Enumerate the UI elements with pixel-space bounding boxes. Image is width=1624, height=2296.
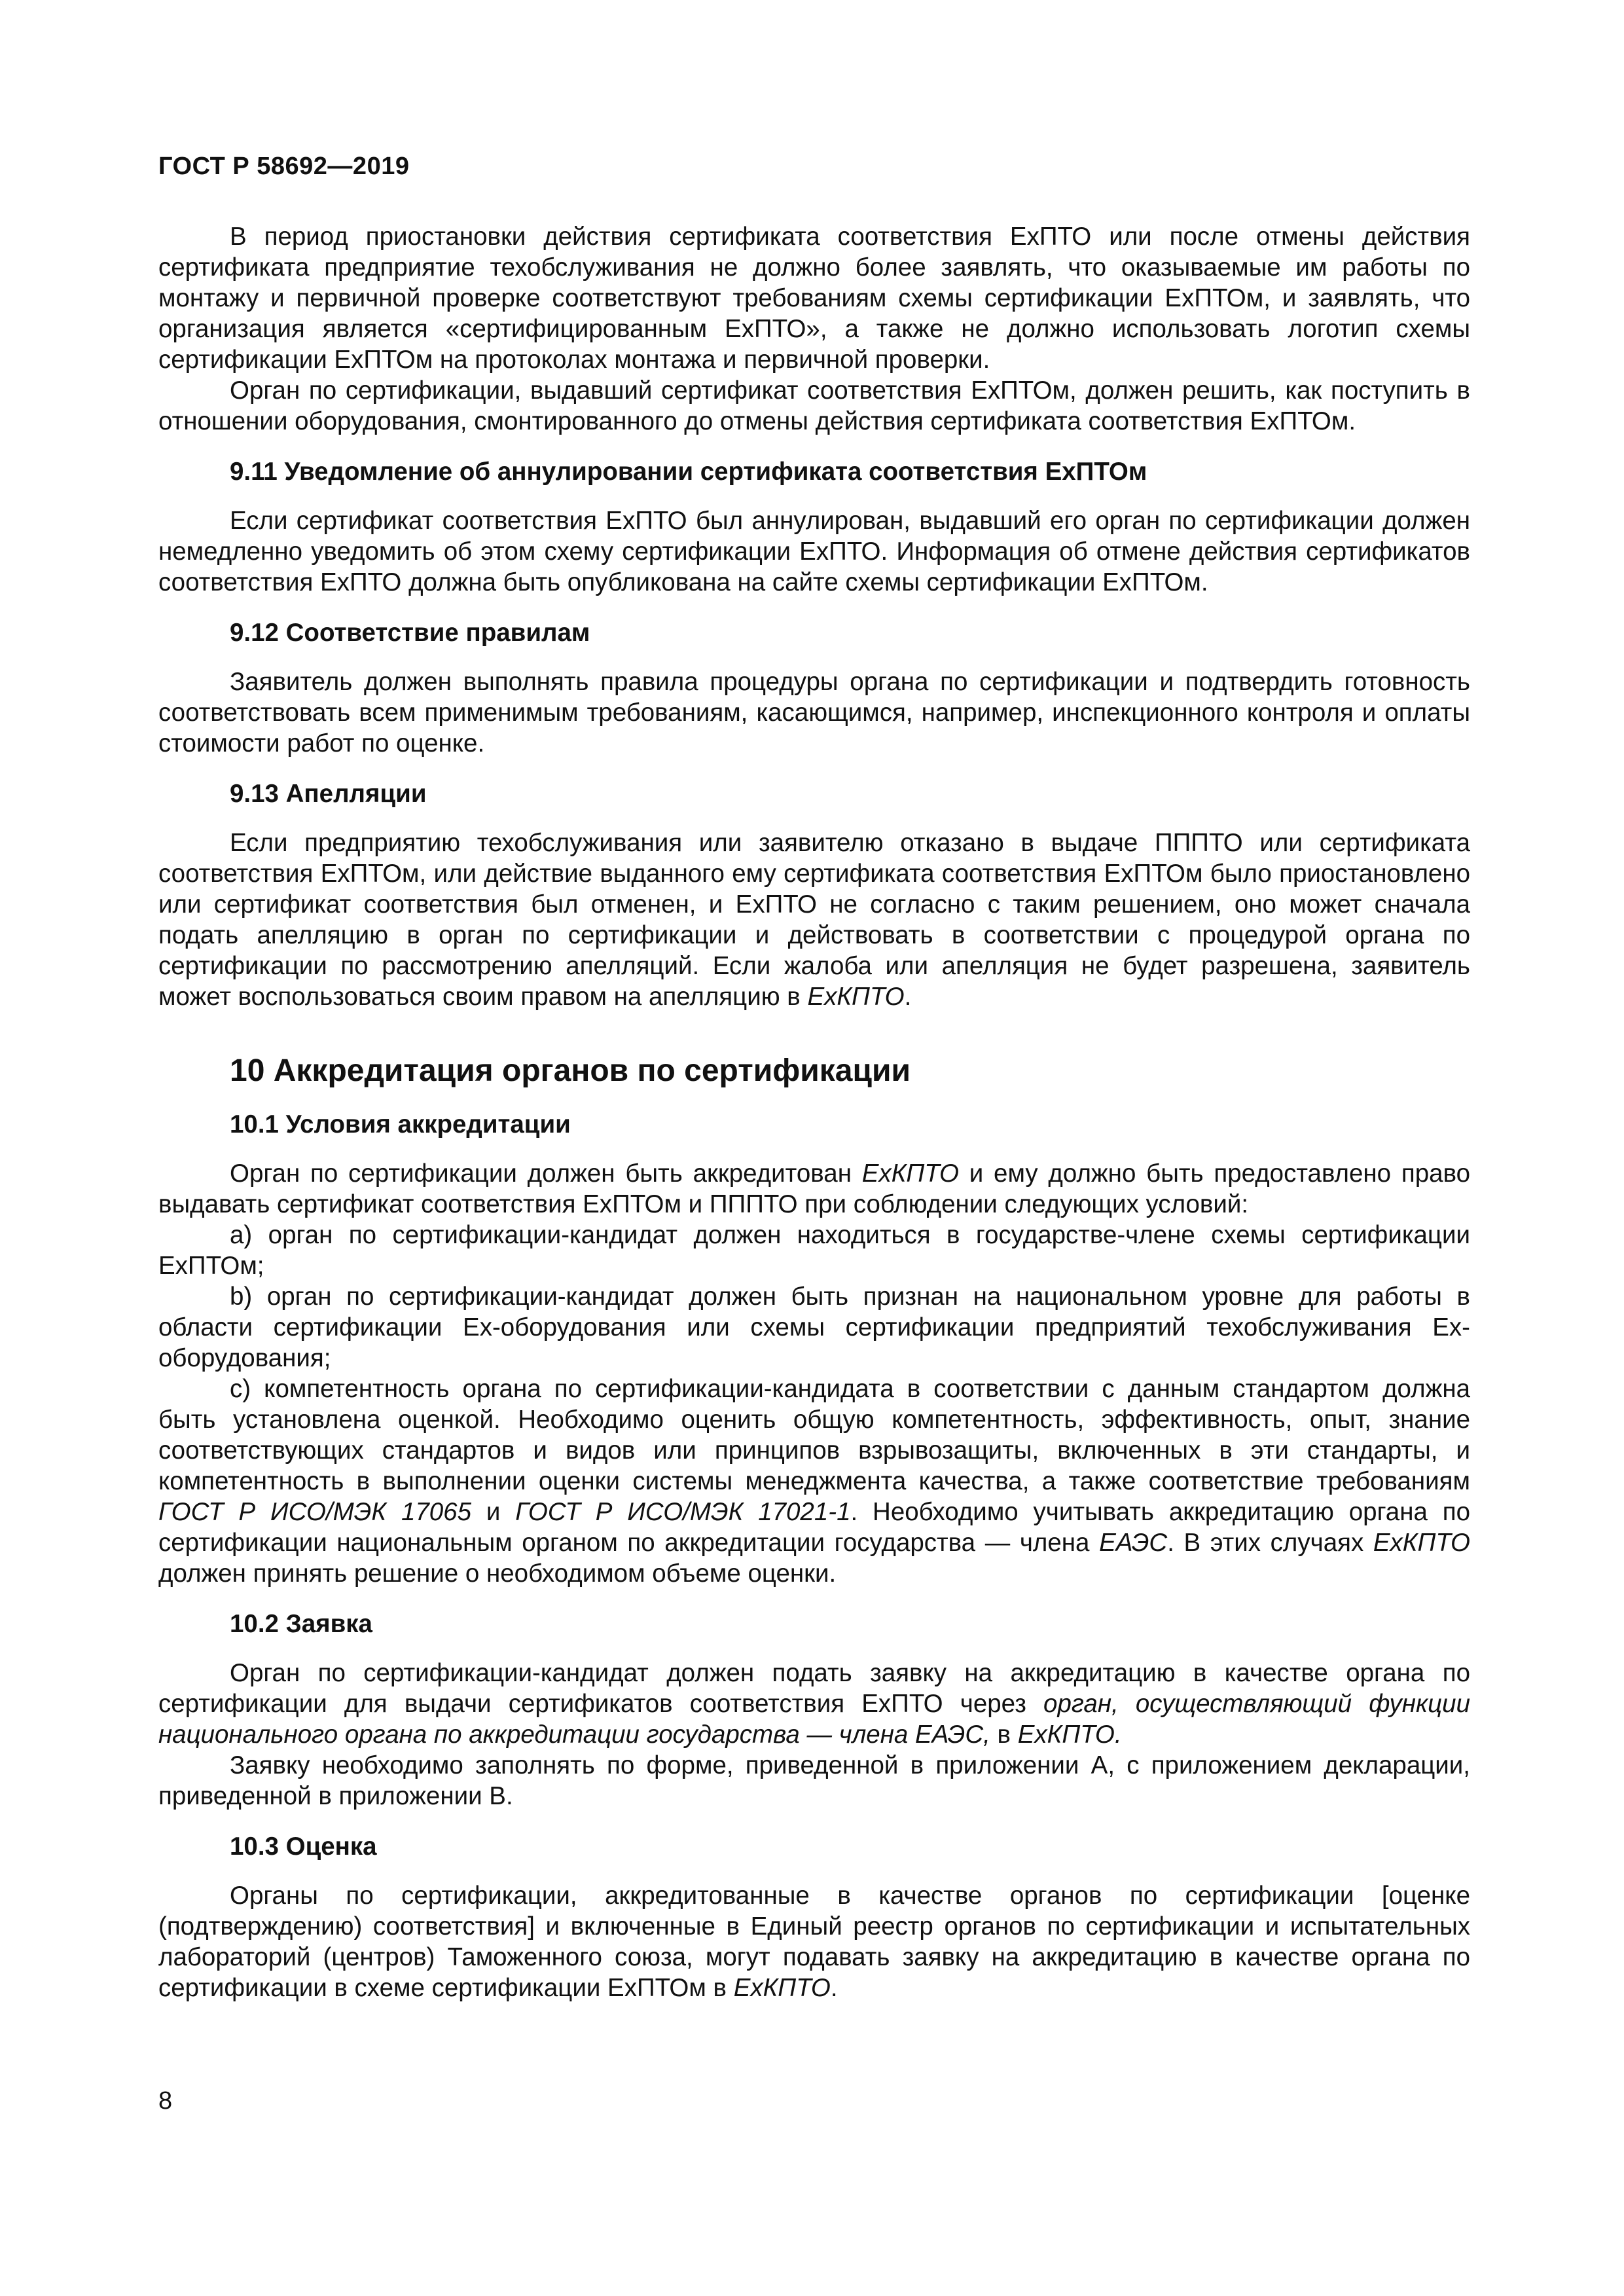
list-item: b) орган по сертификации-кандидат должен быть признан на национальном уровне для работы в области сертификации Ex-оборудования или схемы сертификации предприятий техобслуживания Ex-оборудования; <box>158 1283 1470 1372</box>
list-item: a) орган по сертификации-кандидат должен находиться в государстве-члене схемы сертификации ExПТОм; <box>158 1221 1470 1280</box>
chapter-heading-10: 10 Аккредитация органов по сертификации <box>230 1053 911 1088</box>
text-run: . <box>904 983 912 1011</box>
text-run: c) компетентность органа по сертификации-кандидата в соответствии с данным стандартом должна быть установлена оценкой. Необходимо оценить общую компетентность, эффективность, опыт, знание соответствующих стандартов и видов или принципов взрывозащиты, включенных в эти стандарты, и компетентность в выполнении оценки системы менеджмента качества, а также соответствие требованиям <box>158 1375 1470 1495</box>
text-run: Органы по сертификации, аккредитованные в качестве органов по сертификации [оценке (подтверждению) соответствия] и включенные в Единый реестр органов по сертификации и испытательных лабораторий (центров) Таможенного союза, могут подавать заявку на аккредитацию в качестве органа по сертификации в схеме сертификации ExПТОм в <box>158 1882 1470 2002</box>
document-body <box>158 221 1470 2003</box>
italic-term: орган, осуществляющий функции национального органа по аккредитации государства — члена ЕАЭС, <box>158 1690 1470 1749</box>
section-heading-9-12: 9.12 Соответствие правилам <box>230 619 590 647</box>
paragraph: Заявку необходимо заполнять по форме, приведенной в приложении А, с приложением декларации, приведенной в приложении В. <box>158 1751 1470 1810</box>
text-run: Орган по сертификации должен быть аккредитован <box>230 1159 862 1188</box>
section-heading-10-2: 10.2 Заявка <box>230 1610 372 1638</box>
italic-term: ГОСТ Р ИСО/МЭК 17021-1 <box>515 1498 851 1526</box>
paragraph: Заявитель должен выполнять правила процедуры органа по сертификации и подтвердить готовность соответствовать всем применимым требованиям, касающимся, например, инспекционного контроля и оплаты стоимости работ по оценке. <box>158 668 1470 757</box>
paragraph <box>158 1158 1470 1220</box>
text-run: . В этих случаях <box>1167 1529 1373 1557</box>
italic-term: ExКПТО <box>1373 1529 1470 1557</box>
italic-term: ExКПТО <box>807 983 905 1011</box>
italic-term: ГОСТ Р ИСО/МЭК 17065 <box>158 1498 472 1526</box>
paragraph: Если сертификат соответствия ExПТО был аннулирован, выдавший его орган по сертификации должен немедленно уведомить об этом схему сертификации ExПТО. Информация об отмене действия сертификатов соответствия ExПТО должна быть опубликована на сайте схемы сертификации ExПТОм. <box>158 507 1470 596</box>
paragraph: В период приостановки действия сертификата соответствия ExПТО или после отмены действия сертификата предприятие техобслуживания не должно более заявлять, что оказываемые им работы по монтажу и первичной проверке соответствуют требованиям схемы сертификации ExПТОм, и заявлять, что организация является «сертифицированным ExПТО», а также не должно использовать логотип схемы сертификации ExПТОм на протоколах монтажа и первичной проверки. <box>158 223 1470 374</box>
text-run: . Необходимо учитывать аккредитацию органа по сертификации национальным органом по аккредитации государства — члена <box>158 1498 1470 1557</box>
list-item <box>158 1374 1470 1589</box>
section-heading-10-1: 10.1 Условия аккредитации <box>230 1110 571 1139</box>
paragraph <box>158 1658 1470 1750</box>
document-code-header: ГОСТ Р 58692—2019 <box>158 153 410 180</box>
italic-term: ExКПТО. <box>1017 1721 1122 1749</box>
section-heading-9-13: 9.13 Апелляции <box>230 780 427 808</box>
text-run: Орган по сертификации-кандидат должен подать заявку на аккредитацию в качестве органа по сертификации для выдачи сертификатов соответствия ExПТО через <box>158 1659 1470 1718</box>
page-number: 8 <box>158 2087 173 2115</box>
text-run: в <box>990 1721 1018 1749</box>
text-run: и <box>471 1498 516 1526</box>
text-run: . <box>830 1974 838 2002</box>
italic-term: ЕАЭС <box>1099 1529 1168 1557</box>
paragraph <box>158 828 1470 1012</box>
italic-term: ExКПТО <box>861 1159 959 1188</box>
section-heading-10-3: 10.3 Оценка <box>230 1832 377 1861</box>
text-run: должен принять решение о необходимом объеме оценки. <box>158 1559 837 1588</box>
italic-term: ExКПТО <box>733 1974 831 2002</box>
paragraph <box>158 1880 1470 2003</box>
text-run: Если предприятию техобслуживания или заявителю отказано в выдаче ПППТО или сертификата соответствия ExПТОм, или действие выданного ему сертификата соответствия ExПТОм было приостановлено или сертификат соответствия был отменен, и ExПТО не согласно с таким решением, оно может сначала подать апелляцию в орган по сертификации и действовать в соответствии с процедурой органа по сертификации по рассмотрению апелляций. Если жалоба или апелляция не будет разрешена, заявитель может воспользоваться своим правом на апелляцию в <box>158 829 1470 1011</box>
paragraph: Орган по сертификации, выдавший сертификат соответствия ExПТОм, должен решить, как поступить в отношении оборудования, смонтированного до отмены действия сертификата соответствия ExПТОм. <box>158 376 1470 435</box>
text-run: и ему должно быть предоставлено право выдавать сертификат соответствия ExПТОм и ПППТО при соблюдении следующих условий: <box>158 1159 1470 1218</box>
section-heading-9-11: 9.11 Уведомление об аннулировании сертификата соответствия ExПТОм <box>230 458 1147 486</box>
